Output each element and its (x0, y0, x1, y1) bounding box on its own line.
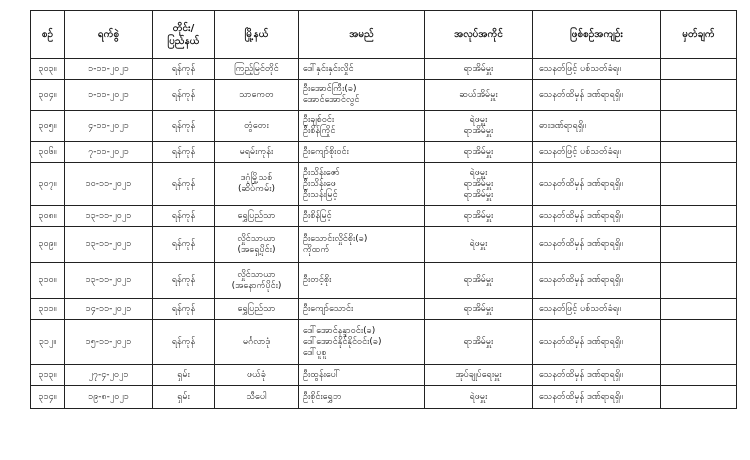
row-number: ၃၀၈။ (31, 206, 65, 227)
row-occupation (425, 320, 533, 365)
row-occupation-line: ရာအိမ်မှူး (463, 210, 494, 221)
row-number: ၃၁၄။ (31, 386, 65, 409)
row-township (215, 365, 299, 386)
header-number: စဉ် (31, 11, 65, 59)
header-row (31, 11, 737, 59)
row-name (299, 263, 425, 299)
table-row (31, 365, 737, 386)
header-occupation: အလုပ်အကိုင် (425, 11, 533, 59)
row-name-line: ဦးစိန်ကြိုင် (303, 126, 336, 136)
row-number: ၃၀၉။ (31, 227, 65, 263)
row-remarks (661, 386, 737, 409)
header-name: အမည် (299, 11, 425, 59)
row-name-line: ဦးကျော်သောင်း (303, 303, 354, 314)
row-region: ရန်ကုန် (153, 227, 215, 263)
row-township (215, 263, 299, 299)
row-name (299, 386, 425, 409)
row-remarks (661, 227, 737, 263)
row-name-line: ဒေါ်အောင်နန္ဒာဝင်း(ခ) (303, 325, 376, 336)
table-row (31, 299, 737, 320)
row-occupation-line: ရဲဖမှူး (469, 167, 488, 178)
row-occupation-line: ရာအိမ်မှူး (463, 189, 494, 200)
row-remarks (661, 80, 737, 111)
row-date: ၁၄-၁၁-၂၀၂၁ (65, 299, 153, 320)
row-name-line: ဦးစိုင်းရွှေဘ (303, 391, 342, 402)
row-number: ၃၁၃။ (31, 365, 65, 386)
row-region: ရန်ကုန် (153, 299, 215, 320)
row-township (215, 59, 299, 80)
row-incident: သေနတ်ထိမှန် ဒဏ်ရာရရှိ။ (533, 163, 661, 206)
row-name (299, 142, 425, 163)
row-township-line: (အရှေ့ပိုင်း) (237, 244, 276, 255)
row-date: ၇-၁၁-၂၀၂၁ (65, 142, 153, 163)
row-name-line: အောင်အောင်လွင် (303, 95, 360, 105)
table-row (31, 263, 737, 299)
row-occupation-line: ရာအိမ်မှူး (463, 63, 494, 74)
row-occupation (425, 59, 533, 80)
table-row (31, 59, 737, 80)
row-remarks (661, 163, 737, 206)
row-occupation (425, 365, 533, 386)
row-region: ရန်ကုန် (153, 80, 215, 111)
row-region: ရန်ကုန် (153, 263, 215, 299)
row-township-line: မရမ်းကုန်း (239, 146, 274, 157)
row-incident: သေနတ်ဖြင့် ပစ်သတ်ခံရ။ (533, 142, 661, 163)
row-remarks (661, 142, 737, 163)
row-occupation-line: ရာအိမ်မှူး (463, 178, 494, 189)
row-occupation-line: ရာအိမ်မှူး (463, 126, 494, 136)
row-name-line: ကိုထက် (303, 244, 330, 255)
row-occupation (425, 206, 533, 227)
row-occupation-line: ရဲဖမှူး (469, 391, 488, 402)
row-name-line: ဒေါ်နှင်းနှင်းလှိုင် (303, 63, 354, 74)
row-occupation-line: ဆယ်အိမ်မှူး (459, 89, 498, 100)
row-occupation-line: ရာအိမ်မှူး (463, 336, 494, 347)
row-occupation-line: ရာအိမ်မှူး (463, 146, 494, 157)
row-incident: သေနတ်ထိမှန် ဒဏ်ရာရရှိ။ (533, 227, 661, 263)
row-township (215, 320, 299, 365)
row-number: ၃၀၃။ (31, 59, 65, 80)
row-remarks (661, 263, 737, 299)
row-township-line: ဒဂုံမြို့သစ် (240, 173, 273, 183)
row-township-line: သာကေတ (239, 89, 274, 100)
row-incident: သေနတ်ထိမှန် ဒဏ်ရာရရှိ။ (533, 206, 661, 227)
row-name-line: ဒေါ်ပူစူ (303, 347, 327, 358)
row-occupation-line: ရဲဖမှူး (469, 115, 488, 125)
row-name-line: ဒေါ်အောင်နိုင်နိုင်ဝင်း(ခ) (303, 336, 382, 347)
row-township-line: လှိုင်သာယာ (237, 269, 276, 280)
row-name-line: ဦးအောင်ကြီး(ခ) (303, 84, 357, 94)
row-region: ရန်ကုန် (153, 59, 215, 80)
row-number: ၃၀၄။ (31, 80, 65, 111)
row-remarks (661, 206, 737, 227)
row-region: ရှမ်း (153, 386, 215, 409)
row-name-line: ဦးသောင်းလှိုင်စိုး(ခ) (303, 233, 368, 244)
row-date: ၁-၁၁-၂၀၂၁ (65, 59, 153, 80)
row-township (215, 227, 299, 263)
row-township (215, 163, 299, 206)
header-date: ရက်စွဲ (65, 11, 153, 59)
row-incident: သေနတ်ထိမှန် ဒဏ်ရာရရှိ။ (533, 386, 661, 409)
row-occupation (425, 227, 533, 263)
row-date: ၁-၁၁-၂၀၂၁ (65, 80, 153, 111)
row-name (299, 320, 425, 365)
table-row (31, 386, 737, 409)
row-occupation (425, 111, 533, 142)
row-region: ရန်ကုန် (153, 163, 215, 206)
row-number: ၃၁၁။ (31, 299, 65, 320)
row-occupation (425, 80, 533, 111)
row-incident: သေနတ်ထိမှန် ဒဏ်ရာရရှိ။ (533, 80, 661, 111)
row-region: ရန်ကုန် (153, 111, 215, 142)
row-name (299, 111, 425, 142)
header-remarks: မှတ်ချက် (661, 11, 737, 59)
row-date: ၄-၁၁-၂၀၂၁ (65, 111, 153, 142)
row-township-line: လှိုင်သာယာ (237, 233, 276, 244)
row-township (215, 111, 299, 142)
row-township-line: (ဆိပ်ကမ်း) (237, 184, 276, 194)
table-row (31, 320, 737, 365)
row-name (299, 206, 425, 227)
row-occupation-line: ရာအိမ်မှူး (463, 303, 494, 314)
table-row (31, 111, 737, 142)
row-occupation-line: ရဲဖမှူး (469, 239, 488, 249)
row-name (299, 365, 425, 386)
row-incident: သေနတ်ဖြင့် ပစ်သတ်ခံရ။ (533, 299, 661, 320)
row-date: ၁၃-၁၁-၂၀၂၁ (65, 227, 153, 263)
row-name-line: ဦးကျော်စိုးဝင်း (303, 146, 349, 157)
table-row (31, 142, 737, 163)
row-name (299, 227, 425, 263)
row-region: ရန်ကုန် (153, 320, 215, 365)
row-incident: သေနတ်ဖြင့် ပစ်သတ်ခံရ။ (533, 59, 661, 80)
row-township (215, 142, 299, 163)
row-name-line: ဦးချစ်ဝင်း (303, 115, 335, 125)
row-township (215, 386, 299, 409)
row-region: ရန်ကုန် (153, 206, 215, 227)
row-incident: သေနတ်ထိမှန် ဒဏ်ရာရရှိ။ (533, 320, 661, 365)
row-date: ၁၃-၁၁-၂၀၂၁ (65, 263, 153, 299)
row-name (299, 299, 425, 320)
row-township-line: ကြည့်မြင်တိုင် (234, 63, 279, 74)
row-number: ၃၀၅။ (31, 111, 65, 142)
row-date: ၁၀-၁၁-၂၀၂၁ (65, 163, 153, 206)
row-remarks (661, 111, 737, 142)
row-township-line: ဖယ်ခုံ (247, 369, 266, 380)
row-region: ရန်ကုန် (153, 142, 215, 163)
row-township (215, 206, 299, 227)
row-incident: ဓားဒဏ်ရာရရှိ။ (533, 111, 661, 142)
row-region: ရှမ်း (153, 365, 215, 386)
table-row (31, 227, 737, 263)
row-occupation (425, 142, 533, 163)
row-name (299, 59, 425, 80)
row-number: ၃၀၇။ (31, 163, 65, 206)
header-township: မြို့နယ် (215, 11, 299, 59)
row-remarks (661, 59, 737, 80)
row-township-line: ရွှေပြည်သာ (237, 303, 276, 314)
header-incident: ဖြစ်စဉ်အကျဉ်း (533, 11, 661, 59)
row-remarks (661, 365, 737, 386)
row-number: ၃၀၆။ (31, 142, 65, 163)
row-date: ၁၃-၁၁-၂၀၂၁ (65, 206, 153, 227)
row-township-line: မင်္ဂလာဒုံ (242, 336, 271, 347)
table-row (31, 206, 737, 227)
row-name-line: ဦးထွန်းပေါ် (303, 369, 341, 380)
row-occupation (425, 263, 533, 299)
row-name-line: ဦးသိန်းဇော် (303, 167, 340, 178)
table-row (31, 80, 737, 111)
row-name-line: ဦးသန်းမြင့် (303, 189, 338, 200)
row-name (299, 163, 425, 206)
row-name-line: ဦးသိန်းဖေ (303, 178, 336, 189)
row-name-line: ဦးတင့်စိုး (303, 275, 332, 285)
row-date: ၁၉-၈-၂၀၂၁ (65, 386, 153, 409)
table-row (31, 163, 737, 206)
row-township (215, 80, 299, 111)
incident-table (30, 10, 737, 409)
row-township-line: (အနောက်ပိုင်း) (231, 280, 282, 291)
row-date: ၁၅-၁၁-၂၀၂၁ (65, 320, 153, 365)
row-name (299, 80, 425, 111)
row-township-line: တွံတေး (244, 120, 269, 131)
row-date: ၂၇-၄-၂၀၂၁ (65, 365, 153, 386)
row-occupation (425, 386, 533, 409)
row-number: ၃၁၂။ (31, 320, 65, 365)
row-number: ၃၁၀။ (31, 263, 65, 299)
row-occupation (425, 163, 533, 206)
row-incident: သေနတ်ထိမှန် ဒဏ်ရာရရှိ။ (533, 365, 661, 386)
row-township-line: ရွှေပြည်သာ (237, 210, 276, 221)
row-occupation-line: အုပ်ချုပ်ရေးမှူး (455, 369, 502, 380)
row-name-line: ဦးစိန်မြင့် (303, 210, 332, 221)
row-occupation (425, 299, 533, 320)
header-region: တိုင်း/ ပြည်နယ် (153, 11, 215, 59)
row-remarks (661, 299, 737, 320)
row-remarks (661, 320, 737, 365)
row-township-line: သီပေါ (246, 391, 267, 402)
row-occupation-line: ရာအိမ်မှူး (463, 275, 494, 285)
row-incident: သေနတ်ထိမှန် ဒဏ်ရာရရှိ။ (533, 263, 661, 299)
row-township (215, 299, 299, 320)
